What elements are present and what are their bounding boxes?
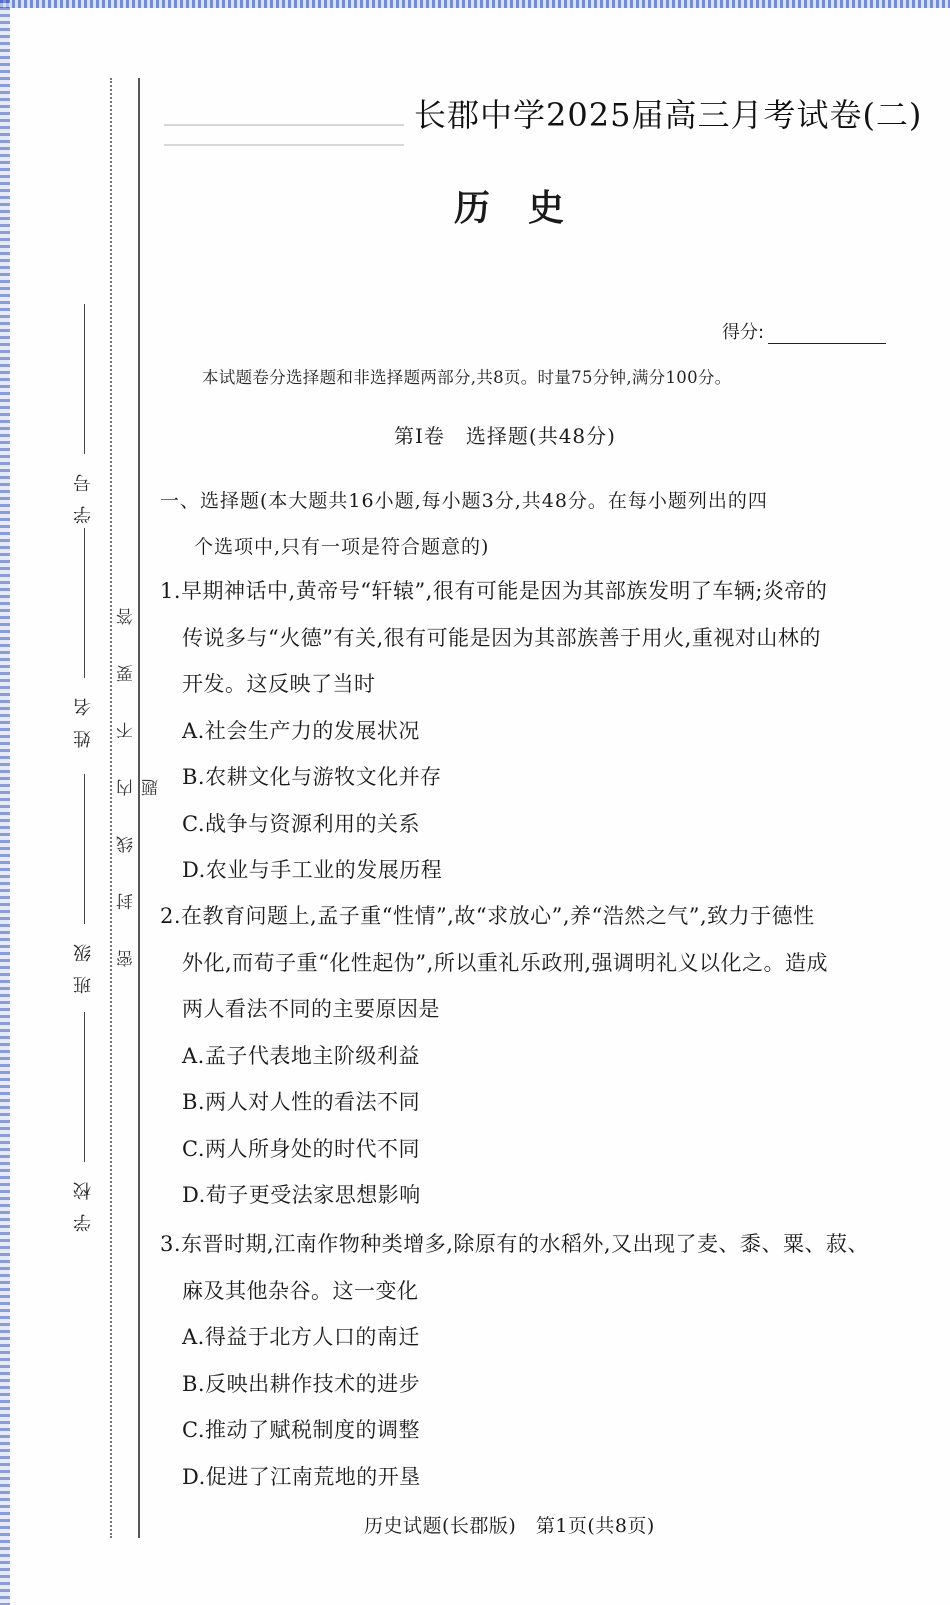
- question-3: [160, 1221, 900, 1500]
- page-footer: 历史试题(长郡版) 第1页(共8页): [364, 1515, 655, 1537]
- option-b[interactable]: B.两人对人性的看法不同: [182, 1090, 421, 1114]
- class-blank[interactable]: [84, 774, 85, 924]
- class-label: 班级: [73, 930, 94, 994]
- binding-dotted-line: [110, 78, 112, 1538]
- student-name-label: 姓名: [73, 684, 94, 748]
- score-field[interactable]: [722, 318, 886, 344]
- part-heading: [160, 478, 900, 570]
- question-stem-line: 开发。这反映了当时: [182, 672, 376, 696]
- exam-page: [14, 8, 950, 1605]
- seal-line-notice: 密封线内不要答题: [117, 568, 162, 968]
- option-a[interactable]: A.孟子代表地主阶级利益: [182, 1043, 420, 1068]
- exam-notice: 本试题卷分选择题和非选择题两部分,共8页。时量75分钟,满分100分。: [202, 368, 732, 387]
- exam-title: 长郡中学2025届高三月考试卷(二): [414, 96, 923, 134]
- part-heading-line: 个选项中,只有一项是符合题意的): [194, 536, 490, 558]
- scan-edge-left: [0, 0, 10, 1605]
- question-stem-line: 2.在教育问题上,孟子重“性情”,故“求放心”,养“浩然之气”,致力于德性: [160, 904, 815, 928]
- student-id-blank[interactable]: [84, 304, 85, 454]
- option-a[interactable]: A.社会生产力的发展状况: [182, 718, 420, 743]
- score-blank[interactable]: [768, 323, 886, 344]
- class-field[interactable]: [64, 774, 104, 1000]
- section-title: 第Ⅰ卷 选择题(共48分): [394, 424, 616, 448]
- question-stem-line: 3.东晋时期,江南作物种类增多,除原有的水稻外,又出现了麦、黍、粟、菽、: [160, 1232, 870, 1256]
- school-field[interactable]: [64, 1012, 104, 1238]
- student-id-label: 学号: [73, 460, 94, 524]
- question-stem-line: 外化,而荀子重“化性起伪”,所以重礼乐政刑,强调明礼义以化之。造成: [182, 950, 828, 975]
- option-a[interactable]: A.得益于北方人口的南迁: [182, 1325, 420, 1349]
- option-b[interactable]: B.农耕文化与游牧文化并存: [182, 765, 442, 789]
- student-name-field[interactable]: [64, 528, 104, 754]
- option-c[interactable]: C.推动了赋税制度的调整: [182, 1418, 420, 1442]
- question-stem-line: 两人看法不同的主要原因是: [182, 997, 440, 1021]
- score-label: 得分:: [722, 322, 765, 343]
- option-d[interactable]: D.促进了江南荒地的开垦: [182, 1464, 421, 1489]
- school-label: 学校: [73, 1168, 94, 1232]
- option-c[interactable]: C.战争与资源利用的关系: [182, 811, 420, 836]
- option-d[interactable]: D.农业与手工业的发展历程: [182, 858, 443, 882]
- question-stem-line: 1.早期神话中,黄帝号“轩辕”,很有可能是因为其部族发明了车辆;炎帝的: [160, 579, 828, 603]
- subject-title: 历史: [454, 188, 603, 229]
- question-1: [160, 568, 900, 894]
- question-stem-line: 麻及其他杂谷。这一变化: [182, 1278, 419, 1303]
- option-b[interactable]: B.反映出耕作技术的进步: [182, 1371, 421, 1396]
- student-id-field[interactable]: [64, 304, 104, 530]
- student-name-blank[interactable]: [84, 528, 85, 678]
- option-d[interactable]: D.荀子更受法家思想影响: [182, 1183, 421, 1207]
- school-blank[interactable]: [84, 1012, 85, 1162]
- option-c[interactable]: C.两人所身处的时代不同: [182, 1136, 420, 1161]
- faint-scan-marks: [164, 124, 404, 164]
- scan-edge-top: [0, 0, 950, 8]
- part-heading-line: 一、选择题(本大题共16小题,每小题3分,共48分。在每小题列出的四: [160, 490, 768, 512]
- question-stem-line: 传说多与“火德”有关,很有可能是因为其部族善于用火,重视对山林的: [182, 625, 821, 650]
- question-2: [160, 893, 900, 1219]
